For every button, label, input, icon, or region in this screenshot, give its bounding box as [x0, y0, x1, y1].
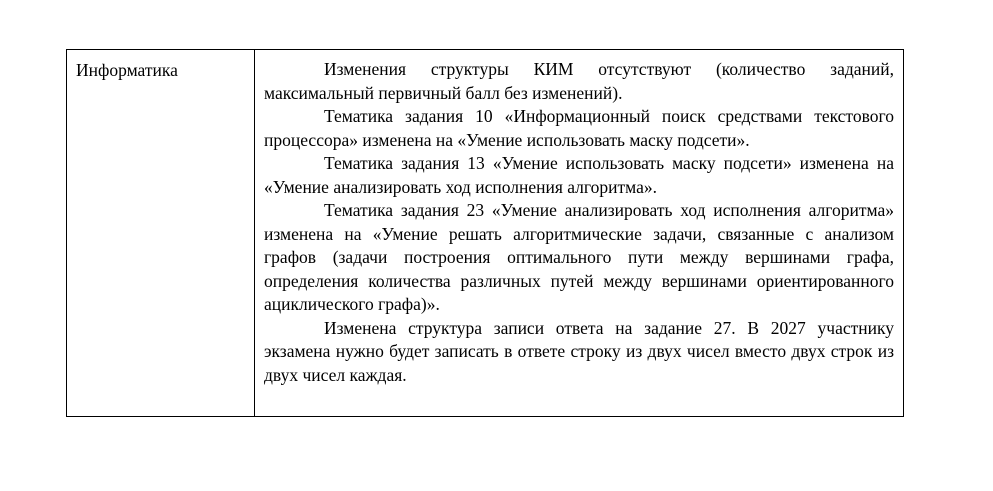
column-divider	[254, 50, 255, 416]
change-paragraph-task-10: Тематика задания 10 «Информационный поиск средствами текстового процессора» изменена на «Умение использовать маску подсети».	[264, 106, 894, 150]
change-paragraph-task-13: Тематика задания 13 «Умение использовать маску подсети» изменена на «Умение анализировать ход исполнения алгоритма».	[264, 153, 894, 197]
change-paragraph-task-23: Тематика задания 23 «Умение анализировать ход исполнения алгоритма» изменена на «Умение решать алгоритмические задачи, связанные с анализом графов (задачи построения оптимального пути между вершинами графа, определения количества различных путей между вершинами ориентированного ациклического графа)».	[264, 200, 894, 314]
change-paragraph-structure: Изменения структуры КИМ отсутствуют (количество заданий, максимальный первичный балл без изменений).	[264, 59, 894, 103]
subject-cell: Информатика	[76, 60, 178, 80]
changes-cell	[264, 58, 894, 387]
change-paragraph-task-27: Изменена структура записи ответа на задание 27. В 2027 участнику экзамена нужно будет записать в ответе строку из двух чисел вместо двух строк из двух чисел каждая.	[264, 317, 894, 385]
changes-table	[66, 49, 904, 417]
